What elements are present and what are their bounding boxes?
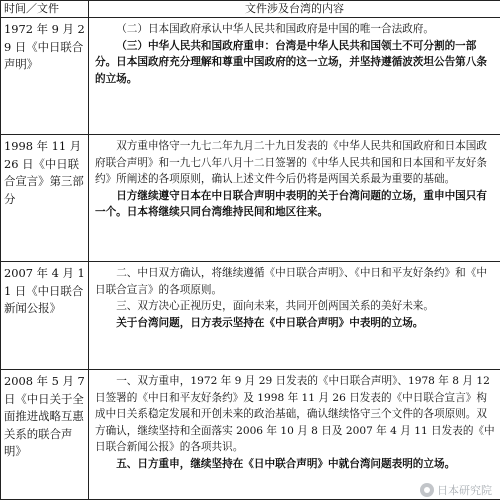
paragraph: 三、双方决心正视历史，面向未来，共同开创两国关系的美好未来。	[116, 300, 434, 312]
header-content: 文件涉及台湾的内容	[89, 1, 500, 18]
paragraph-bold: 关于台湾问题，日方表示坚持在《中日联合声明》中表明的立场。	[116, 316, 424, 329]
table-row	[1, 262, 500, 370]
paragraph-bold: 日方继续遵守日本在中日联合声明中表明的关于台湾问题的立场，重申中国只有一个。日本将继续只同台湾维持民间和地区往来。	[95, 189, 487, 218]
row-content	[89, 135, 500, 262]
paragraph: 二、中日双方确认，将继续遵循《中日联合声明》、《中日和平友好条约》和《中日联合宣言》的各项原则。	[95, 267, 487, 296]
row-content	[89, 262, 500, 370]
header-date: 时间／文件	[1, 1, 89, 18]
row-date: 2007 年 4 月 11 日《中日联合新闻公报》	[1, 262, 89, 370]
paragraph: 双方重申恪守一九七二年九月二十九日发表的《中华人民共和国政府和日本国政府联合声明》和一九七八年八月十二日签署的《中华人民共和国和日本国和平友好条约》所阐述的各项原则，确认上述文件今后仍将是两国关系最为重要的基础。	[95, 140, 487, 185]
row-date: 1998 年 11 月 26 日《中日联合宣言》第三部分	[1, 135, 89, 262]
row-content	[89, 370, 500, 500]
paragraph-bold: （三）中华人民共和国政府重申：台湾是中华人民共和国领土不可分割的一部分。日本国政府充分理解和尊重中国政府的这一立场，并坚持遵循波茨坦公告第八条的立场。	[95, 39, 487, 85]
row-date: 2008 年 5 月 7 日《中日关于全面推进战略互惠关系的联合声明》	[1, 370, 89, 500]
table-row	[1, 370, 500, 500]
paragraph: （二）日本国政府承认中华人民共和国政府是中国的唯一合法政府。	[116, 23, 434, 35]
watermark-logo-icon	[420, 483, 434, 497]
table-header-row	[1, 1, 500, 18]
table-row	[1, 18, 500, 135]
watermark	[420, 482, 492, 498]
row-content	[89, 18, 500, 135]
paragraph-bold: 五、日方重申，继续坚持在《日中联合声明》中就台湾问题表明的立场。	[116, 457, 456, 470]
paragraph: 一、双方重申，1972 年 9 月 29 日发表的《中日联合声明》、1978 年 8 月 12 日签署的《中日和平友好条约》及 1998 年 11 月 26 日发表的《中日联合宣言》构成中日关系稳定发展和开创未来的政治基础，确认继续恪守三个文件的各项原则。双方确认，继续坚持和全面落实 2006 年 10 月 8 日及 2007 年 4 月 11 日发表的《中日联合新闻公报》的各项共识。	[95, 375, 495, 453]
row-date: 1972 年 9 月 29 日《中日联合声明》	[1, 18, 89, 135]
table-row	[1, 135, 500, 262]
watermark-text: 日本研究院	[437, 484, 492, 497]
